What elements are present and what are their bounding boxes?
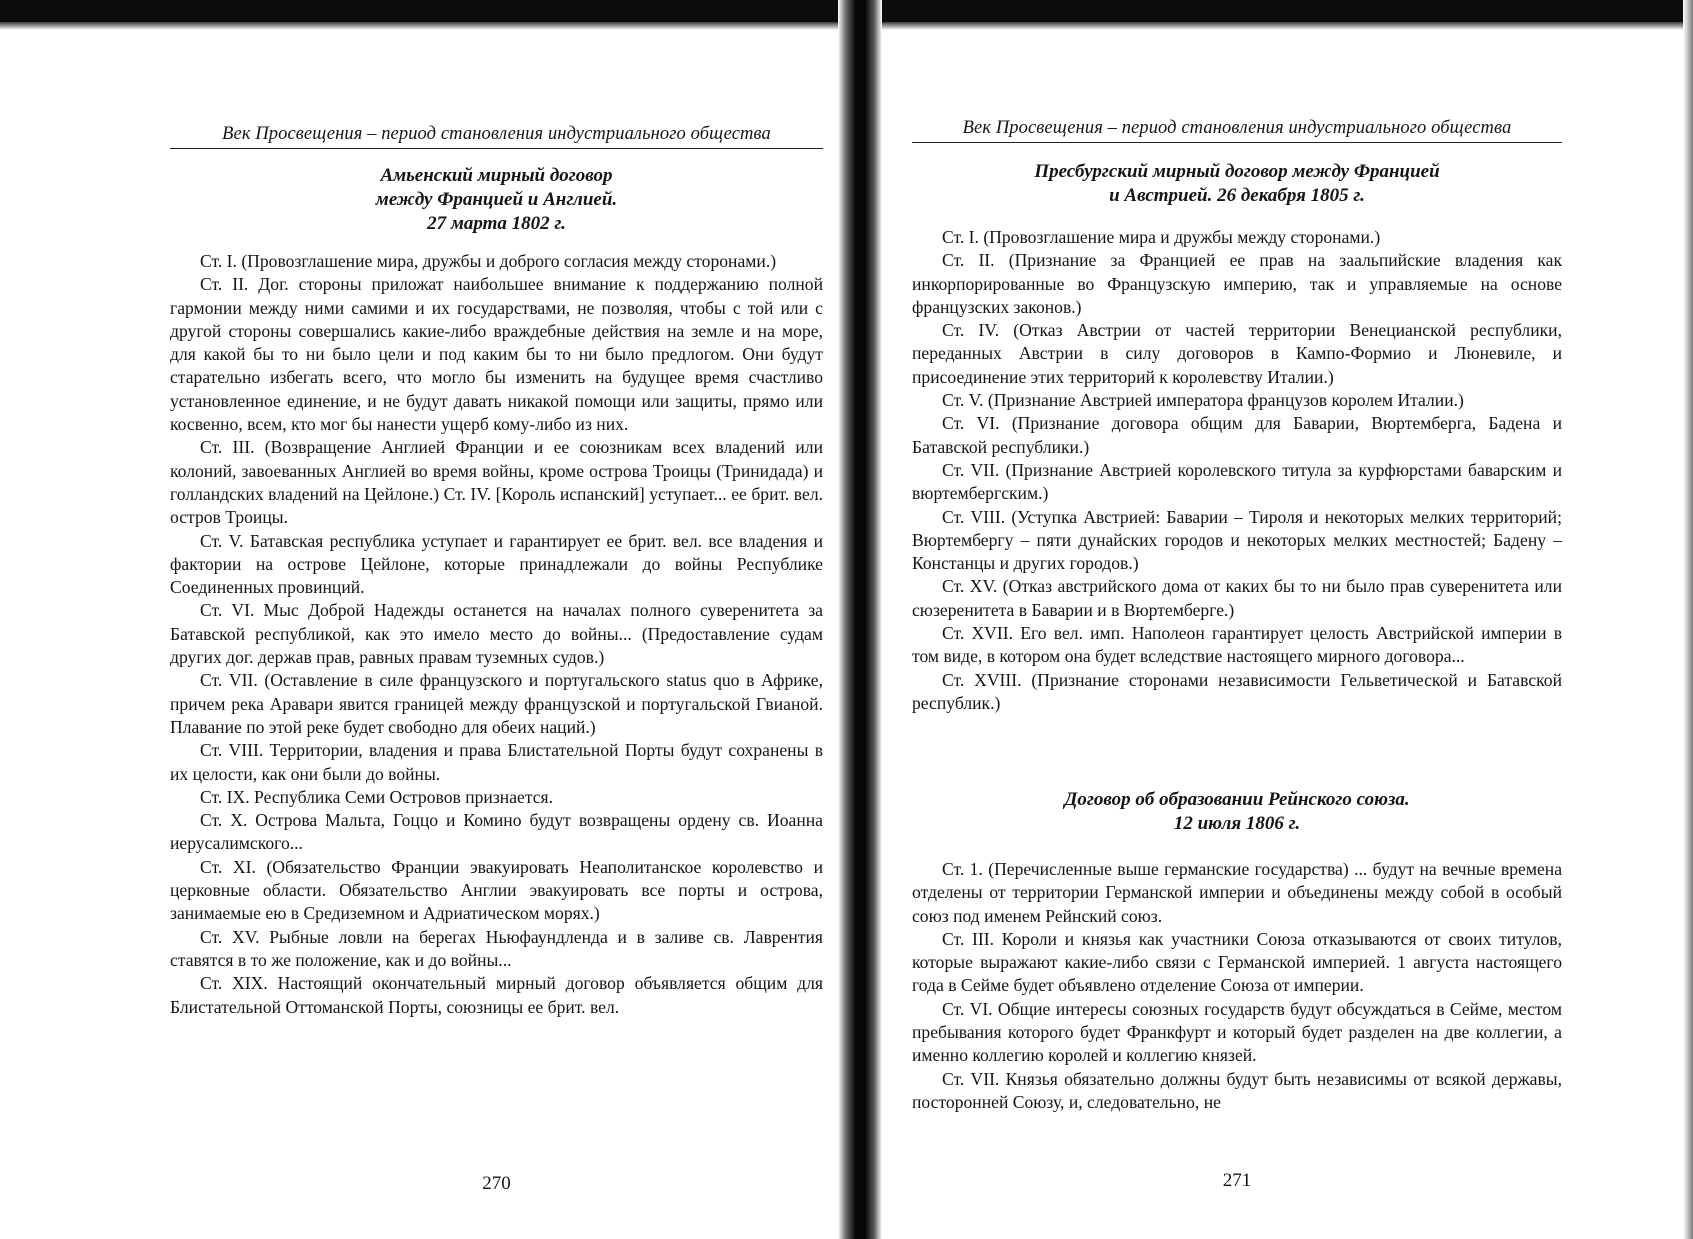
article-paragraph: Ст. XV. Рыбные ловли на берегах Ньюфаундленда и в заливе св. Лаврентия ставятся в то же положение, как и до войны... [170, 926, 823, 970]
article-paragraph: Ст. VI. Общие интересы союзных государств будут обсуждаться в Сейме, местом пребывания которого будет Франкфурт и который будет разделен на две коллегии, а именно коллегию королей и коллегию князей. [912, 998, 1562, 1066]
running-head: Век Просвещения – период становления индустриального общества [912, 116, 1562, 143]
article-paragraph: Ст. IX. Республика Семи Островов признается. [200, 786, 554, 807]
article-paragraph: Ст. I. (Провозглашение мира, дружбы и доброго согласия между сторонами.) [200, 251, 777, 271]
page-number: 270 [482, 1173, 511, 1194]
right-page [912, 0, 1562, 1239]
article-paragraph: Ст. VII. (Признание Австрией королевского титула за курфюрстами баварским и вюртембергским.) [912, 459, 1562, 504]
book-spine-gutter [838, 0, 882, 1239]
article-paragraph: Ст. VIII. Территории, владения и права Блистательной Порты будут сохранены в их целости, как они были до войны. [170, 740, 823, 784]
article-paragraph: Ст. VI. (Признание договора общим для Баварии, Вюртемберга, Бадена и Батавской республики.) [912, 413, 1562, 457]
title-line: Амьенский мирный договор [380, 165, 613, 186]
article-paragraph: Ст. I. (Провозглашение мира и дружбы между сторонами.) [942, 227, 1381, 247]
title-line: 27 марта 1802 г. [427, 213, 566, 234]
article-paragraph: Ст. XI. (Обязательство Франции эвакуировать Неаполитанское королевство и церковные области. Обязательство Англии эвакуировать все порты и острова, занимаемые ею в Средиземном и Адриатическом морях.) [170, 856, 823, 924]
article-paragraph: Ст. II. (Признание за Францией ее прав на заальпийские владения как инкорпорированные во Французскую империю, так и управляемые на основе французских законов.) [912, 250, 1562, 317]
article-paragraph: Ст. IV. (Отказ Австрии от частей территории Венецианской республики, переданных Австрии в силу договоров в Кампо-Формио и Люневиле, и присоединение этих территорий к королевству Италии.) [912, 320, 1562, 387]
document-title [170, 164, 823, 236]
title-line: Договор об образовании Рейнского союза. [1064, 789, 1410, 810]
title-line: Пресбургский мирный договор между Францией [1034, 161, 1440, 182]
running-head: Век Просвещения – период становления индустриального общества [170, 122, 823, 149]
article-paragraph: Ст. 1. (Перечисленные выше германские государства) ... будут на вечные времена отделены от территории Германской империи и объединены между собой в особый союз под именем Рейнский союз. [912, 859, 1562, 926]
title-line: 12 июля 1806 г. [1173, 813, 1301, 834]
document-body [912, 858, 1562, 1114]
article-paragraph: Ст. XV. (Отказ австрийского дома от каких бы то ни было прав суверенитета или сюзеренитета в Баварии и в Вюртемберге.) [912, 576, 1562, 620]
article-paragraph: Ст. VII. (Оставление в силе французского и португальского status quo в Африке, причем река Аравари явится границей между французской и португальской Гвианой. Плавание по этой реке будет свободно для обеих наций.) [170, 670, 823, 737]
scan-right-edge [1683, 0, 1693, 1239]
page-number: 271 [1222, 1170, 1252, 1191]
article-paragraph: Ст. III. Короли и князья как участники Союза отказываются от своих титулов, которые выражают какие-либо связи с Германской империей. 1 августа настоящего года в Сейме будет объявлено отделение Союза от империи. [912, 928, 1562, 996]
document-body [170, 250, 823, 1019]
article-paragraph: Ст. XIX. Настоящий окончательный мирный договор объявляется общим для Блистательной Оттоманской Порты, союзницы ее брит. вел. [170, 973, 823, 1017]
article-paragraph: Ст. V. Батавская республика уступает и гарантирует ее брит. вел. все владения и фактории на острове Цейлоне, которые принадлежали до войны Республике Соединенных провинций. [170, 530, 823, 598]
article-paragraph: Ст. VIII. (Уступка Австрией: Баварии – Тироля и некоторых мелких территорий; Вюртембергу – пяти дунайских городов и некоторых мелких местностей; Бадену – Констанцы и других городов.) [912, 506, 1562, 574]
left-page [170, 0, 823, 1239]
article-paragraph: Ст. X. Острова Мальта, Гоццо и Комино будут возвращены ордену св. Иоанна иерусалимского... [170, 810, 823, 854]
document-title [912, 788, 1562, 836]
article-paragraph: Ст. XVII. Его вел. имп. Наполеон гарантирует целость Австрийской империи в том виде, в котором она будет вследствие настоящего мирного договора... [912, 623, 1562, 667]
title-line: и Австрией. 26 декабря 1805 г. [1109, 185, 1365, 206]
article-paragraph: Ст. V. (Признание Австрией императора французов королем Италии.) [942, 390, 1464, 411]
title-line: между Францией и Англией. [375, 189, 618, 210]
article-paragraph: Ст. XVIII. (Признание сторонами независимости Гельветической и Батавской республик.) [912, 669, 1562, 713]
article-paragraph: Ст. II. Дог. стороны приложат наибольшее внимание к поддержанию полной гармонии между ними самими и их государствами, не позволяя, чтобы с той или с другой стороны совершались какие-либо враждебные действия на земле и на море, для какой бы то ни было цели и под каким бы то ни было предлогом. Они будут старательно избегать всего, что могло бы изменить на будущее время счастливо установленное единение, и не будут давать никакой помощи или защиты, прямо или косвенно, всем, кто мог бы нанести ущерб кому-либо из них. [170, 274, 823, 435]
document-body [912, 226, 1562, 715]
article-paragraph: Ст. VI. Мыс Доброй Надежды останется на началах полного суверенитета за Батавской республикой, как это имело место до войны... (Предоставление судам других дог. держав прав, равных правам туземных судов.) [170, 600, 823, 668]
document-title [912, 160, 1562, 208]
article-paragraph: Ст. III. (Возвращение Англией Франции и ее союзникам всех владений или колоний, завоеванных Англией во время войны, кроме острова Троицы (Тринидада) и голландских владений на Цейлоне.) Ст. IV. [Король испанский] уступает... ее брит. вел. остров Троицы. [170, 437, 823, 528]
article-paragraph: Ст. VII. Князья обязательно должны будут быть независимы от всякой державы, посторонней Союзу, и, следовательно, не [912, 1068, 1562, 1112]
